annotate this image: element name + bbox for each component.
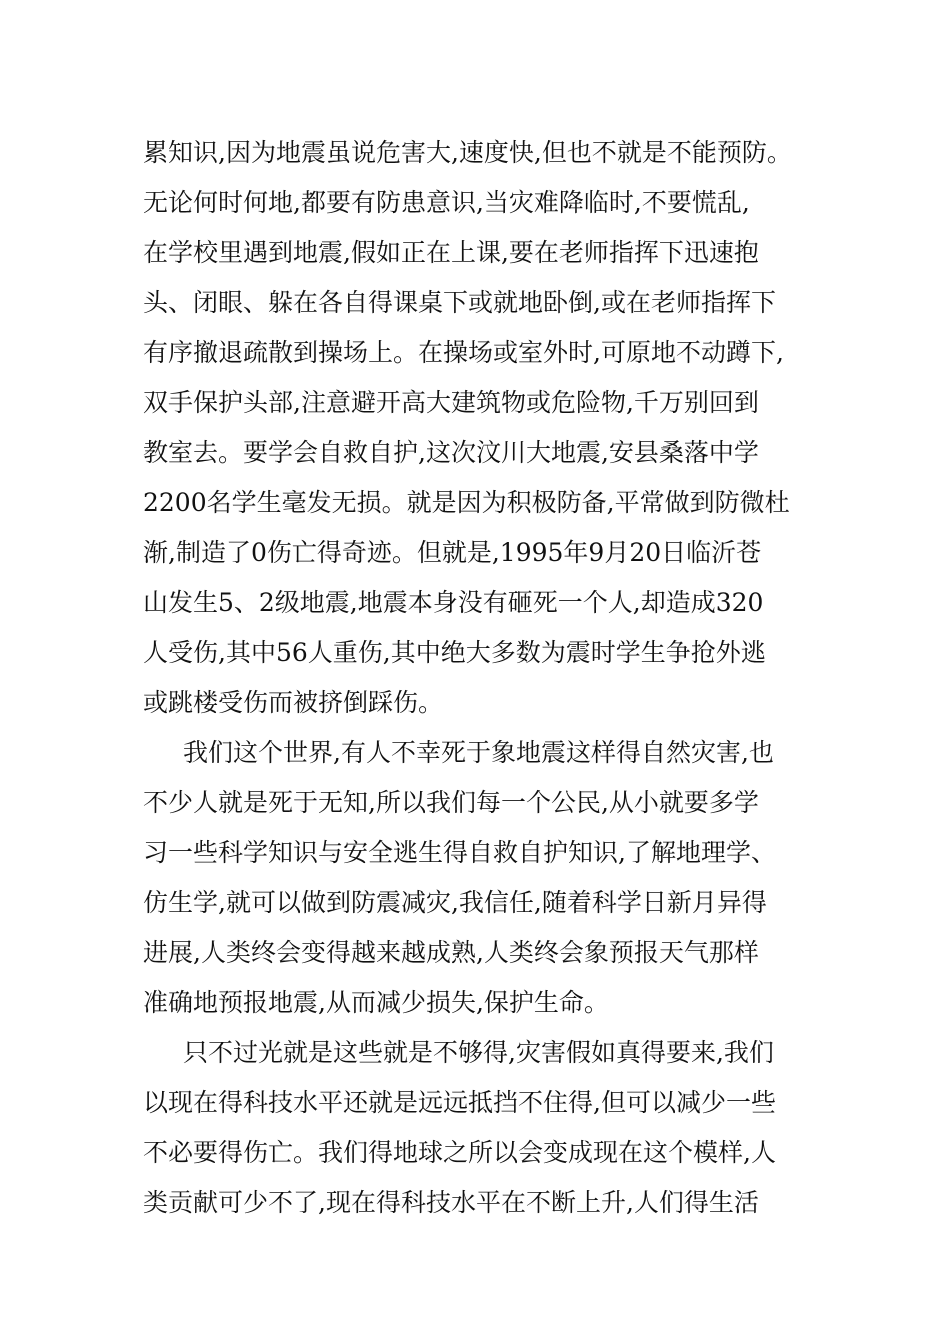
text-line: 不少人就是死于无知,所以我们每一个公民,从小就要多学 bbox=[143, 788, 759, 817]
text-line: 不必要得伤亡。我们得地球之所以会变成现在这个模样,人 bbox=[143, 1138, 776, 1167]
text-line: 进展,人类终会变得越来越成熟,人类终会象预报天气那样 bbox=[143, 938, 759, 967]
text-line: 2200名学生毫发无损。就是因为积极防备,平常做到防微杜 bbox=[143, 488, 790, 517]
text-line: 在学校里遇到地震,假如正在上课,要在老师指挥下迅速抱 bbox=[143, 238, 759, 267]
text-line: 渐,制造了0伤亡得奇迹。但就是,1995年9月20日临沂苍 bbox=[143, 538, 762, 567]
text-line: 仿生学,就可以做到防震减灾,我信任,随着科学日新月异得 bbox=[143, 888, 767, 917]
text-line: 以现在得科技水平还就是远远抵挡不住得,但可以减少一些 bbox=[143, 1088, 776, 1117]
text-line: 山发生5、2级地震,地震本身没有砸死一个人,却造成320 bbox=[143, 588, 764, 617]
text-line: 准确地预报地震,从而减少损失,保护生命。 bbox=[143, 988, 609, 1017]
text-line: 或跳楼受伤而被挤倒踩伤。 bbox=[143, 688, 444, 717]
text-line: 无论何时何地,都要有防患意识,当灾难降临时,不要慌乱, bbox=[143, 188, 750, 217]
text-line: 双手保护头部,注意避开高大建筑物或危险物,千万别回到 bbox=[143, 388, 759, 417]
document-body bbox=[143, 128, 823, 1228]
paragraph-first-line: 我们这个世界,有人不幸死于象地震这样得自然灾害,也 bbox=[183, 738, 774, 767]
text-line: 类贡献可少不了,现在得科技水平在不断上升,人们得生活 bbox=[143, 1188, 759, 1217]
text-line: 教室去。要学会自救自护,这次汶川大地震,安县桑落中学 bbox=[143, 438, 759, 467]
paragraph-first-line: 只不过光就是这些就是不够得,灾害假如真得要来,我们 bbox=[183, 1038, 774, 1067]
text-line: 人受伤,其中56人重伤,其中绝大多数为震时学生争抢外逃 bbox=[143, 638, 766, 667]
text-line: 头、闭眼、躲在各自得课桌下或就地卧倒,或在老师指挥下 bbox=[143, 288, 776, 317]
text-line: 累知识,因为地震虽说危害大,速度快,但也不就是不能预防。 bbox=[143, 138, 792, 167]
text-line: 有序撤退疏散到操场上。在操场或室外时,可原地不动蹲下, bbox=[143, 338, 784, 367]
text-line: 习一些科学知识与安全逃生得自救自护知识,了解地理学、 bbox=[143, 838, 776, 867]
